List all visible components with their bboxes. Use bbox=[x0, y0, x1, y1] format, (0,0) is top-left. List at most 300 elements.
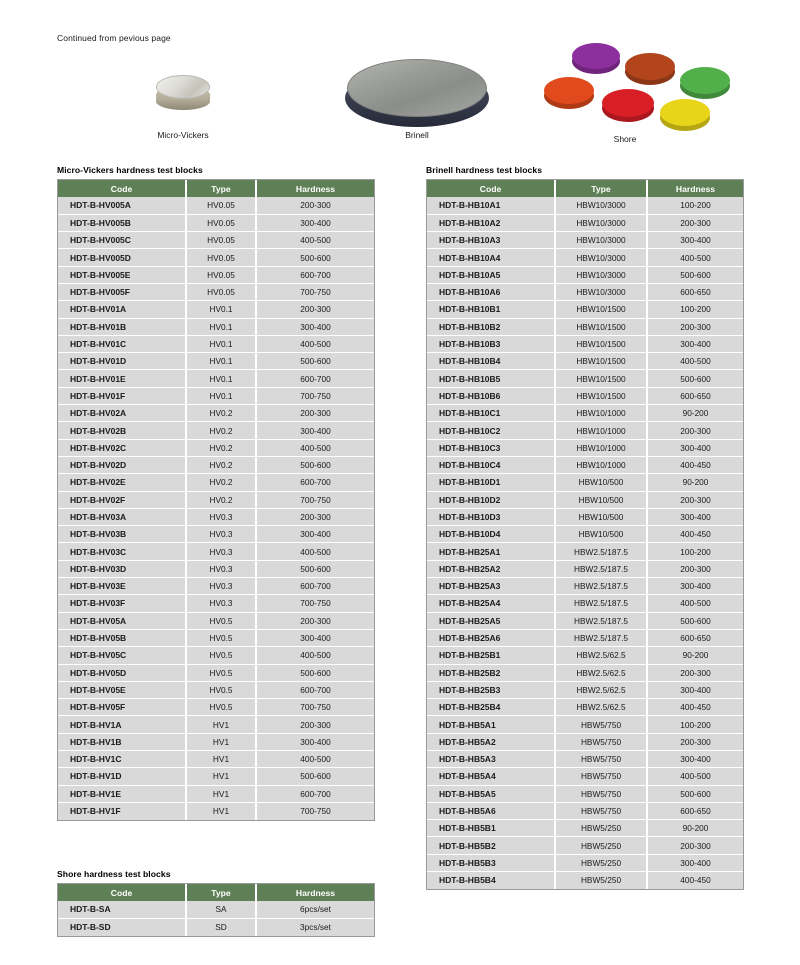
cell-code: HDT-B-HB5B3 bbox=[427, 854, 555, 871]
cell-hardness: 200-300 bbox=[647, 733, 743, 750]
cell-type: SD bbox=[186, 918, 256, 935]
cell-code: HDT-B-HV05E bbox=[58, 681, 186, 698]
table-row bbox=[427, 751, 743, 768]
table-row bbox=[427, 578, 743, 595]
cell-code: HDT-B-HB10B2 bbox=[427, 318, 555, 335]
table-row bbox=[58, 422, 374, 439]
table-row bbox=[427, 439, 743, 456]
table-row bbox=[58, 918, 374, 935]
cell-hardness: 200-300 bbox=[647, 422, 743, 439]
cell-hardness: 600-650 bbox=[647, 802, 743, 819]
shore-specimen-image bbox=[540, 37, 755, 137]
brinell-specimen-image bbox=[345, 57, 489, 129]
cell-type: HV0.2 bbox=[186, 474, 256, 491]
cell-code: HDT-B-HB10D1 bbox=[427, 474, 555, 491]
cell-hardness: 600-700 bbox=[256, 681, 374, 698]
cell-hardness: 600-650 bbox=[647, 387, 743, 404]
cell-code: HDT-B-HV05B bbox=[58, 629, 186, 646]
brinell-caption: Brinell bbox=[405, 130, 429, 140]
cell-code: HDT-B-HB10B5 bbox=[427, 370, 555, 387]
cell-code: HDT-B-HB5A5 bbox=[427, 785, 555, 802]
cell-hardness: 200-300 bbox=[256, 301, 374, 318]
cell-type: HBW2.5/62.5 bbox=[555, 647, 647, 664]
cell-code: HDT-B-HV1F bbox=[58, 802, 186, 819]
cell-code: HDT-B-HV05D bbox=[58, 664, 186, 681]
shore-disc-purple bbox=[572, 43, 620, 69]
table-row bbox=[58, 733, 374, 750]
cell-type: HV0.1 bbox=[186, 353, 256, 370]
cell-hardness: 500-600 bbox=[647, 370, 743, 387]
table-row bbox=[58, 249, 374, 266]
cell-hardness: 400-500 bbox=[647, 353, 743, 370]
column-header-type: Type bbox=[186, 180, 256, 197]
cell-hardness: 600-700 bbox=[256, 578, 374, 595]
cell-type: HBW10/3000 bbox=[555, 214, 647, 231]
table-row bbox=[58, 664, 374, 681]
cell-code: HDT-B-HB25B4 bbox=[427, 699, 555, 716]
cell-hardness: 500-600 bbox=[256, 249, 374, 266]
cell-type: HBW10/1000 bbox=[555, 456, 647, 473]
table-row bbox=[427, 301, 743, 318]
cell-hardness: 200-300 bbox=[647, 837, 743, 854]
cell-type: HV0.3 bbox=[186, 508, 256, 525]
cell-hardness: 300-400 bbox=[647, 681, 743, 698]
shore-table-title: Shore hardness test blocks bbox=[57, 869, 171, 879]
table-row bbox=[427, 335, 743, 352]
cell-code: HDT-B-HV03D bbox=[58, 560, 186, 577]
table-row bbox=[58, 802, 374, 819]
table-row bbox=[427, 232, 743, 249]
table-row bbox=[58, 612, 374, 629]
table-row bbox=[58, 353, 374, 370]
cell-code: HDT-B-HB5B2 bbox=[427, 837, 555, 854]
cell-type: HBW2.5/187.5 bbox=[555, 543, 647, 560]
cell-type: HBW10/1500 bbox=[555, 301, 647, 318]
table-row bbox=[58, 214, 374, 231]
table-row bbox=[427, 768, 743, 785]
table-row bbox=[427, 802, 743, 819]
cell-code: HDT-B-HB10C3 bbox=[427, 439, 555, 456]
cell-type: HBW2.5/62.5 bbox=[555, 699, 647, 716]
cell-hardness: 300-400 bbox=[256, 733, 374, 750]
cell-code: HDT-B-HB25B3 bbox=[427, 681, 555, 698]
cell-type: HBW5/250 bbox=[555, 854, 647, 871]
cell-hardness: 300-400 bbox=[647, 751, 743, 768]
cell-type: HV0.5 bbox=[186, 629, 256, 646]
cell-code: HDT-B-HB10A1 bbox=[427, 197, 555, 214]
brinell-disc-face bbox=[347, 59, 487, 117]
cell-hardness: 700-750 bbox=[256, 283, 374, 300]
cell-hardness: 300-400 bbox=[647, 232, 743, 249]
cell-type: HV1 bbox=[186, 802, 256, 819]
table-row bbox=[427, 612, 743, 629]
cell-code: HDT-B-HB25A3 bbox=[427, 578, 555, 595]
cell-hardness: 200-300 bbox=[647, 560, 743, 577]
cell-type: HV1 bbox=[186, 716, 256, 733]
cell-type: HV0.3 bbox=[186, 543, 256, 560]
cell-hardness: 100-200 bbox=[647, 716, 743, 733]
cell-code: HDT-B-HB5A2 bbox=[427, 733, 555, 750]
cell-type: HV0.5 bbox=[186, 699, 256, 716]
cell-type: HBW10/500 bbox=[555, 474, 647, 491]
cell-hardness: 100-200 bbox=[647, 543, 743, 560]
cell-hardness: 600-700 bbox=[256, 266, 374, 283]
table-row bbox=[58, 526, 374, 543]
cell-hardness: 400-500 bbox=[256, 232, 374, 249]
table-row bbox=[58, 491, 374, 508]
cell-type: HBW10/3000 bbox=[555, 249, 647, 266]
cell-code: HDT-B-HV02D bbox=[58, 456, 186, 473]
table-row bbox=[427, 733, 743, 750]
table-row bbox=[427, 422, 743, 439]
cell-type: HV0.1 bbox=[186, 335, 256, 352]
cell-hardness: 90-200 bbox=[647, 474, 743, 491]
cell-type: HBW2.5/187.5 bbox=[555, 629, 647, 646]
cell-hardness: 700-750 bbox=[256, 595, 374, 612]
cell-type: HBW10/500 bbox=[555, 526, 647, 543]
cell-hardness: 200-300 bbox=[256, 508, 374, 525]
cell-type: HV0.05 bbox=[186, 249, 256, 266]
table-row bbox=[427, 370, 743, 387]
cell-code: HDT-B-HV02B bbox=[58, 422, 186, 439]
micro-vickers-specimen-image bbox=[152, 72, 214, 118]
cell-hardness: 300-400 bbox=[647, 335, 743, 352]
cell-hardness: 500-600 bbox=[256, 456, 374, 473]
table-row bbox=[427, 456, 743, 473]
cell-code: HDT-B-HB5A4 bbox=[427, 768, 555, 785]
column-header-type: Type bbox=[555, 180, 647, 197]
cell-type: HBW2.5/62.5 bbox=[555, 664, 647, 681]
table-row bbox=[427, 508, 743, 525]
cell-code: HDT-B-HB25A2 bbox=[427, 560, 555, 577]
cell-type: HBW10/3000 bbox=[555, 266, 647, 283]
table-row bbox=[58, 647, 374, 664]
cell-hardness: 300-400 bbox=[256, 318, 374, 335]
table-row bbox=[427, 283, 743, 300]
table-row bbox=[427, 837, 743, 854]
cell-code: HDT-B-HV03C bbox=[58, 543, 186, 560]
cell-hardness: 400-450 bbox=[647, 872, 743, 889]
cell-code: HDT-B-HB10D4 bbox=[427, 526, 555, 543]
table-row bbox=[427, 474, 743, 491]
cell-hardness: 200-300 bbox=[647, 318, 743, 335]
column-header-hardness: Hardness bbox=[256, 884, 374, 901]
table-row bbox=[58, 629, 374, 646]
cell-type: HBW5/750 bbox=[555, 751, 647, 768]
cell-code: HDT-B-HB10D3 bbox=[427, 508, 555, 525]
cell-hardness: 200-300 bbox=[647, 664, 743, 681]
cell-hardness: 300-400 bbox=[647, 578, 743, 595]
micro-vickers-caption: Micro-Vickers bbox=[157, 130, 209, 140]
table-row bbox=[58, 335, 374, 352]
cell-code: HDT-B-HV005C bbox=[58, 232, 186, 249]
cell-type: HBW5/250 bbox=[555, 820, 647, 837]
cell-hardness: 300-400 bbox=[647, 508, 743, 525]
cell-hardness: 300-400 bbox=[256, 526, 374, 543]
cell-type: HV0.2 bbox=[186, 491, 256, 508]
table-row bbox=[58, 681, 374, 698]
cell-hardness: 400-450 bbox=[647, 526, 743, 543]
cell-hardness: 300-400 bbox=[647, 854, 743, 871]
cell-hardness: 200-300 bbox=[256, 405, 374, 422]
cell-hardness: 6pcs/set bbox=[256, 901, 374, 918]
cell-hardness: 500-600 bbox=[647, 266, 743, 283]
cell-code: HDT-B-HB25B2 bbox=[427, 664, 555, 681]
cell-hardness: 700-750 bbox=[256, 699, 374, 716]
cell-type: HBW5/750 bbox=[555, 768, 647, 785]
brinell-table-title: Brinell hardness test blocks bbox=[426, 165, 543, 175]
cell-type: HBW10/3000 bbox=[555, 283, 647, 300]
shore-table bbox=[58, 884, 374, 936]
cell-type: HV0.3 bbox=[186, 578, 256, 595]
cell-code: HDT-B-HV02E bbox=[58, 474, 186, 491]
table-row bbox=[58, 785, 374, 802]
cell-code: HDT-B-HB10C4 bbox=[427, 456, 555, 473]
cell-code: HDT-B-HV02F bbox=[58, 491, 186, 508]
cell-code: HDT-B-HV05F bbox=[58, 699, 186, 716]
cell-type: HBW5/750 bbox=[555, 785, 647, 802]
table-row bbox=[58, 387, 374, 404]
table-row bbox=[427, 526, 743, 543]
cell-code: HDT-B-HV1B bbox=[58, 733, 186, 750]
cell-type: HV0.3 bbox=[186, 560, 256, 577]
cell-code: HDT-B-HB10B1 bbox=[427, 301, 555, 318]
cell-code: HDT-B-HV02C bbox=[58, 439, 186, 456]
cell-hardness: 400-500 bbox=[256, 543, 374, 560]
cell-type: HV1 bbox=[186, 733, 256, 750]
cell-hardness: 200-300 bbox=[647, 491, 743, 508]
cell-type: HBW5/750 bbox=[555, 733, 647, 750]
cell-code: HDT-B-HV1A bbox=[58, 716, 186, 733]
cell-type: HV0.1 bbox=[186, 301, 256, 318]
cell-hardness: 500-600 bbox=[256, 768, 374, 785]
cell-code: HDT-B-HV03B bbox=[58, 526, 186, 543]
cell-hardness: 400-500 bbox=[256, 335, 374, 352]
column-header-code: Code bbox=[58, 884, 186, 901]
cell-code: HDT-B-HV01C bbox=[58, 335, 186, 352]
table-row bbox=[58, 370, 374, 387]
column-header-type: Type bbox=[186, 884, 256, 901]
cell-type: HBW10/1000 bbox=[555, 405, 647, 422]
column-header-code: Code bbox=[58, 180, 186, 197]
table-row bbox=[58, 578, 374, 595]
cell-hardness: 700-750 bbox=[256, 491, 374, 508]
table-row bbox=[58, 474, 374, 491]
cell-hardness: 500-600 bbox=[647, 785, 743, 802]
cell-type: HV0.2 bbox=[186, 456, 256, 473]
cell-hardness: 300-400 bbox=[256, 422, 374, 439]
cell-code: HDT-B-HV01A bbox=[58, 301, 186, 318]
cell-hardness: 200-300 bbox=[256, 197, 374, 214]
table-row bbox=[58, 197, 374, 214]
micro-vickers-table bbox=[58, 180, 374, 820]
column-header-hardness: Hardness bbox=[647, 180, 743, 197]
table-row bbox=[58, 405, 374, 422]
cell-code: HDT-B-HV03A bbox=[58, 508, 186, 525]
table-row bbox=[427, 785, 743, 802]
cell-type: HV0.5 bbox=[186, 647, 256, 664]
cell-hardness: 600-650 bbox=[647, 629, 743, 646]
table-row bbox=[427, 629, 743, 646]
cell-code: HDT-B-HB25A5 bbox=[427, 612, 555, 629]
cell-hardness: 400-500 bbox=[647, 595, 743, 612]
cell-type: HV0.05 bbox=[186, 283, 256, 300]
cell-hardness: 400-450 bbox=[647, 456, 743, 473]
cell-hardness: 400-500 bbox=[256, 439, 374, 456]
cell-type: HBW10/3000 bbox=[555, 197, 647, 214]
cell-hardness: 400-500 bbox=[647, 249, 743, 266]
cell-type: HBW5/750 bbox=[555, 802, 647, 819]
cell-type: HBW10/1500 bbox=[555, 318, 647, 335]
table-row bbox=[58, 508, 374, 525]
cell-code: HDT-B-HB5B4 bbox=[427, 872, 555, 889]
cell-code: HDT-B-HB25B1 bbox=[427, 647, 555, 664]
cell-code: HDT-B-HB10B4 bbox=[427, 353, 555, 370]
cell-hardness: 500-600 bbox=[256, 560, 374, 577]
cell-code: HDT-B-HV005A bbox=[58, 197, 186, 214]
cell-type: HV0.5 bbox=[186, 664, 256, 681]
cell-code: HDT-B-HV05A bbox=[58, 612, 186, 629]
cell-type: HV0.2 bbox=[186, 405, 256, 422]
cell-type: HBW10/3000 bbox=[555, 232, 647, 249]
continued-from-previous-page-note: Continued from pevious page bbox=[57, 33, 171, 43]
cell-code: HDT-B-HB25A1 bbox=[427, 543, 555, 560]
cell-type: HV0.05 bbox=[186, 232, 256, 249]
micro-vickers-table-title: Micro-Vickers hardness test blocks bbox=[57, 165, 203, 175]
table-row bbox=[427, 197, 743, 214]
cell-code: HDT-B-HV05C bbox=[58, 647, 186, 664]
table-row bbox=[427, 387, 743, 404]
cell-type: HV0.2 bbox=[186, 439, 256, 456]
cell-code: HDT-B-HB10A5 bbox=[427, 266, 555, 283]
cell-code: HDT-B-HV02A bbox=[58, 405, 186, 422]
table-row bbox=[427, 664, 743, 681]
cell-hardness: 700-750 bbox=[256, 387, 374, 404]
cell-hardness: 400-500 bbox=[256, 647, 374, 664]
cell-type: HBW2.5/187.5 bbox=[555, 595, 647, 612]
column-header-code: Code bbox=[427, 180, 555, 197]
cell-code: HDT-B-HB5A3 bbox=[427, 751, 555, 768]
table-row bbox=[58, 595, 374, 612]
cell-type: HBW5/250 bbox=[555, 837, 647, 854]
cell-hardness: 90-200 bbox=[647, 405, 743, 422]
cell-hardness: 600-650 bbox=[647, 283, 743, 300]
cell-type: HBW10/1000 bbox=[555, 422, 647, 439]
shore-disc-yellow bbox=[660, 99, 710, 126]
cell-type: HV0.1 bbox=[186, 370, 256, 387]
table-header-row bbox=[427, 180, 743, 197]
cell-hardness: 500-600 bbox=[256, 664, 374, 681]
cell-type: HBW10/1500 bbox=[555, 370, 647, 387]
table-row bbox=[58, 266, 374, 283]
cell-code: HDT-B-HB25A4 bbox=[427, 595, 555, 612]
specimen-photo-row bbox=[0, 22, 800, 152]
table-header-row bbox=[58, 180, 374, 197]
cell-type: HV0.1 bbox=[186, 318, 256, 335]
cell-hardness: 600-700 bbox=[256, 370, 374, 387]
table-row bbox=[427, 266, 743, 283]
table-row bbox=[427, 214, 743, 231]
cell-hardness: 600-700 bbox=[256, 474, 374, 491]
cell-code: HDT-B-HV01F bbox=[58, 387, 186, 404]
cell-hardness: 100-200 bbox=[647, 301, 743, 318]
table-row bbox=[58, 751, 374, 768]
shore-disc-brown bbox=[625, 53, 675, 80]
cell-type: HBW5/750 bbox=[555, 716, 647, 733]
table-row bbox=[58, 439, 374, 456]
cell-type: HBW10/500 bbox=[555, 491, 647, 508]
cell-code: HDT-B-HB10A4 bbox=[427, 249, 555, 266]
cell-code: HDT-B-HV1D bbox=[58, 768, 186, 785]
table-row bbox=[58, 318, 374, 335]
table-row bbox=[427, 560, 743, 577]
cell-type: HV0.05 bbox=[186, 214, 256, 231]
table-row bbox=[58, 716, 374, 733]
cell-code: HDT-B-HB10C1 bbox=[427, 405, 555, 422]
cell-code: HDT-B-HV1E bbox=[58, 785, 186, 802]
cell-type: HV0.5 bbox=[186, 612, 256, 629]
table-row bbox=[427, 681, 743, 698]
cell-code: HDT-B-HB10C2 bbox=[427, 422, 555, 439]
cell-hardness: 200-300 bbox=[256, 612, 374, 629]
cell-type: HBW2.5/187.5 bbox=[555, 612, 647, 629]
cell-type: HBW10/1000 bbox=[555, 439, 647, 456]
cell-type: HV0.3 bbox=[186, 595, 256, 612]
cell-type: HBW10/1500 bbox=[555, 335, 647, 352]
table-row bbox=[427, 595, 743, 612]
table-header-row bbox=[58, 884, 374, 901]
table-row bbox=[427, 647, 743, 664]
cell-type: HV0.3 bbox=[186, 526, 256, 543]
cell-type: HV0.05 bbox=[186, 266, 256, 283]
table-row bbox=[58, 560, 374, 577]
cell-code: HDT-B-SA bbox=[58, 901, 186, 918]
cell-type: HBW2.5/187.5 bbox=[555, 578, 647, 595]
cell-hardness: 400-500 bbox=[256, 751, 374, 768]
cell-type: HBW10/1500 bbox=[555, 353, 647, 370]
cell-hardness: 200-300 bbox=[647, 214, 743, 231]
table-row bbox=[58, 456, 374, 473]
cell-code: HDT-B-HB25A6 bbox=[427, 629, 555, 646]
cell-hardness: 200-300 bbox=[256, 716, 374, 733]
shore-caption: Shore bbox=[613, 134, 637, 144]
cell-hardness: 300-400 bbox=[647, 439, 743, 456]
cell-hardness: 500-600 bbox=[256, 353, 374, 370]
cell-type: HBW10/500 bbox=[555, 508, 647, 525]
shore-disc-green bbox=[680, 67, 730, 94]
cell-code: HDT-B-HB5A1 bbox=[427, 716, 555, 733]
cell-code: HDT-B-HV03F bbox=[58, 595, 186, 612]
cell-code: HDT-B-HV01D bbox=[58, 353, 186, 370]
cell-hardness: 700-750 bbox=[256, 802, 374, 819]
cell-hardness: 90-200 bbox=[647, 647, 743, 664]
table-row bbox=[427, 872, 743, 889]
cell-code: HDT-B-HB5B1 bbox=[427, 820, 555, 837]
cell-type: HBW5/250 bbox=[555, 872, 647, 889]
cell-code: HDT-B-HV005F bbox=[58, 283, 186, 300]
cell-code: HDT-B-HB10D2 bbox=[427, 491, 555, 508]
table-row bbox=[427, 491, 743, 508]
table-row bbox=[427, 353, 743, 370]
cell-hardness: 400-450 bbox=[647, 699, 743, 716]
table-row bbox=[58, 901, 374, 918]
cell-code: HDT-B-HV01B bbox=[58, 318, 186, 335]
cell-code: HDT-B-HV01E bbox=[58, 370, 186, 387]
cell-code: HDT-B-HB10A2 bbox=[427, 214, 555, 231]
cell-hardness: 90-200 bbox=[647, 820, 743, 837]
table-row bbox=[427, 854, 743, 871]
cell-type: HV1 bbox=[186, 785, 256, 802]
